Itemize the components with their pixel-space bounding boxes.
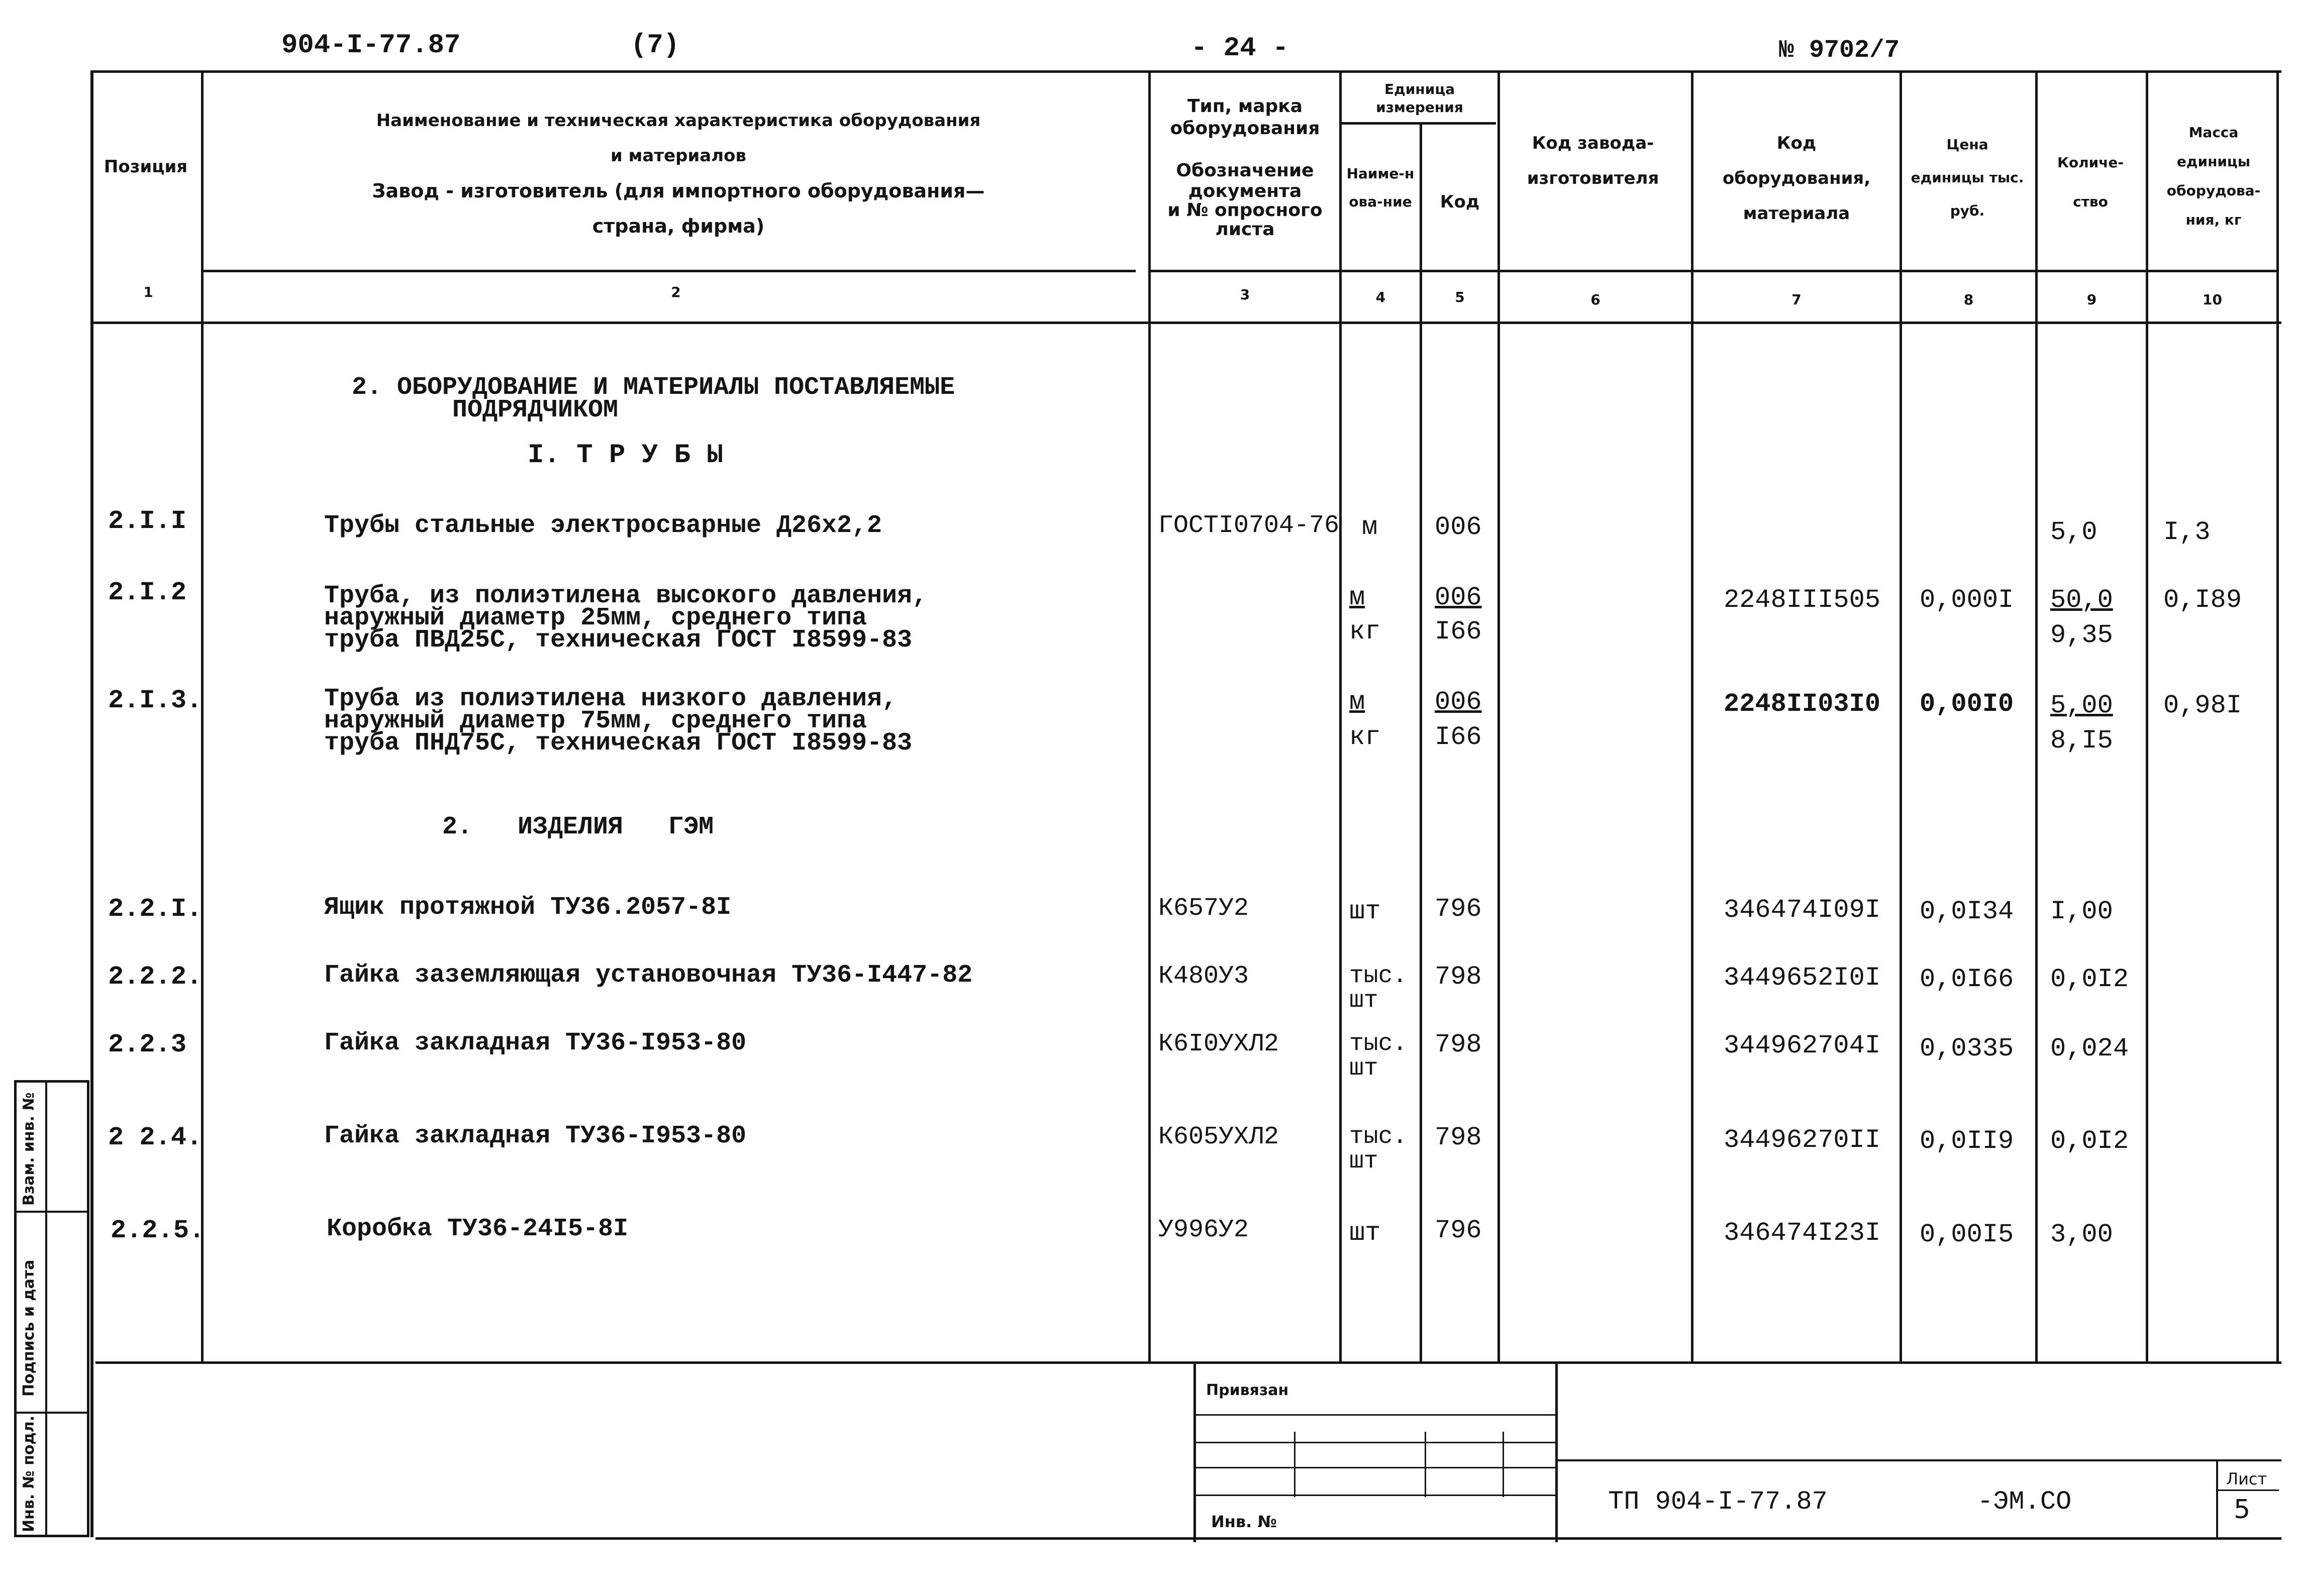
row-position: 2.I.2 — [108, 578, 187, 607]
section-title-line1: 2. ОБОРУДОВАНИЕ И МАТЕРИАЛЫ ПОСТАВЛЯЕМЫЕ — [352, 373, 955, 402]
header-type-line4: документа — [1188, 181, 1302, 201]
row-doc: К480У3 — [1158, 962, 1249, 991]
stamp-line-1 — [1193, 1414, 1555, 1416]
col-divider-2 — [1148, 70, 1151, 1361]
row-mass: 0,I89 — [2163, 585, 2242, 615]
section-title-line2: ПОДРЯДЧИКОМ — [452, 396, 619, 424]
row-unit-code: 006 — [1435, 512, 1482, 542]
row-doc: К657У2 — [1158, 894, 1249, 923]
row-name: Ящик протяжной ТУ36.2057-8I — [324, 893, 732, 922]
stamp-grid-v2 — [1425, 1432, 1426, 1497]
stamp-designation: ТП 904-I-77.87 — [1608, 1487, 1828, 1517]
col-divider-1 — [201, 70, 204, 1361]
col-num-3: 3 — [1240, 286, 1250, 303]
header-type-line6: листа — [1215, 219, 1275, 240]
col-num-2: 2 — [671, 284, 681, 300]
header-unit-line1: Единица — [1384, 81, 1455, 97]
header-name-line4: страна, фирма) — [592, 215, 765, 237]
row-mass: 0,98I — [2163, 691, 2242, 720]
row-quantity: 3,00 — [2050, 1220, 2113, 1249]
side-signature-label: Подпись и дата — [20, 1259, 38, 1397]
row-name: Труба из полиэтилена низкого давления, наружный диаметр 75мм, среднего типа труба ПНД75С, техническая ГОСТ I8599-83 — [324, 685, 913, 758]
stamp-line-4 — [1193, 1495, 1555, 1496]
page-number: - 24 - — [1191, 33, 1289, 64]
side-stamp-line-1 — [14, 1211, 89, 1213]
header-equipment-code: Код оборудования, материала — [1722, 133, 1871, 224]
row-quantity: I,00 — [2050, 897, 2113, 926]
row-unit-code: 006 — [1435, 583, 1482, 612]
row-unit: тыс. — [1349, 1123, 1408, 1150]
stamp-sheet-line — [2216, 1489, 2279, 1491]
row-unit-2: кг — [1349, 617, 1381, 647]
row-unit-code: 796 — [1435, 894, 1482, 924]
row-position: 2.I.3. — [108, 686, 203, 715]
row-position: 2.2.I. — [108, 894, 203, 924]
row-unit: шт — [1349, 1218, 1381, 1248]
row-price: 0,0I34 — [1920, 897, 2014, 926]
header-unit-name: Наиме-нова-ние — [1346, 165, 1415, 210]
col-num-10: 10 — [2203, 291, 2222, 308]
row-equipment-code: 346474I09I — [1724, 895, 1881, 925]
stamp-grid-v3 — [1503, 1432, 1504, 1497]
row-name: Гайка закладная ТУ36-I953-80 — [324, 1029, 747, 1057]
row-position: 2.2.3 — [108, 1030, 187, 1059]
part-number: (7) — [631, 30, 680, 61]
row-quantity: 0,0I2 — [2050, 965, 2129, 994]
stamp-divider-right — [1555, 1361, 1558, 1542]
row-position: 2.2.2. — [108, 962, 203, 992]
row-quantity: 0,024 — [2050, 1034, 2129, 1063]
row-name: Гайка заземляющая установочная ТУ36-I447-82 — [324, 961, 973, 990]
row-unit: м — [1362, 512, 1378, 542]
stamp-inv-label: Инв. № — [1211, 1512, 1277, 1531]
number-row-border — [90, 322, 2281, 324]
row-quantity: 50,0 — [2050, 585, 2113, 615]
side-replacement-label: Взам. инв. № — [20, 1092, 38, 1206]
header-name-line2: и материалов — [610, 146, 747, 166]
row-price: 0,0II9 — [1920, 1126, 2014, 1156]
header-type-line2: оборудования — [1170, 118, 1320, 139]
header-type-line3: Обозначение — [1176, 160, 1314, 181]
stamp-divider-left — [1193, 1361, 1196, 1542]
row-price: 0,00I0 — [1920, 689, 2014, 719]
header-divider — [201, 270, 1136, 272]
row-unit: тыс. — [1349, 1030, 1408, 1057]
row-position: 2 2.4. — [108, 1123, 203, 1152]
table-bottom-border — [95, 1361, 2281, 1364]
row-price: 0,0I66 — [1920, 965, 2014, 994]
row-doc: ГОСТI0704-76 — [1158, 511, 1340, 540]
side-original-label: Инв. № подл. — [20, 1415, 38, 1532]
row-unit-code: 796 — [1435, 1216, 1482, 1245]
row-unit-2: шт — [1349, 987, 1378, 1014]
row-unit-code: 798 — [1435, 1123, 1482, 1152]
row-unit-code: 006 — [1435, 687, 1482, 717]
row-unit-code: 798 — [1435, 962, 1482, 992]
header-unit-code: Код — [1440, 192, 1480, 212]
row-equipment-code: 3449652I0I — [1724, 963, 1881, 993]
header-price: Цена единицы тыс. руб. — [1911, 136, 2024, 219]
row-unit: м — [1349, 583, 1365, 612]
row-quantity: 5,0 — [2050, 517, 2098, 547]
row-price: 0,00I5 — [1920, 1220, 2014, 1249]
row-quantity-2: 9,35 — [2050, 620, 2113, 650]
row-equipment-code: 344962704I — [1724, 1031, 1881, 1060]
row-equipment-code: 346474I23I — [1724, 1218, 1881, 1248]
stamp-suffix: -ЭМ.СО — [1977, 1487, 2072, 1517]
col-divider-8 — [2035, 70, 2038, 1361]
col-divider-6 — [1691, 70, 1693, 1361]
row-unit-2: кг — [1349, 722, 1381, 752]
document-code: 904-I-77.87 — [281, 30, 461, 61]
col-num-8: 8 — [1963, 291, 1974, 308]
row-position: 2.2.5. — [111, 1216, 205, 1245]
row-quantity: 0,0I2 — [2050, 1126, 2129, 1156]
row-unit-2: шт — [1349, 1055, 1378, 1082]
row-equipment-code: 2248III505 — [1724, 585, 1881, 615]
col-num-1: 1 — [143, 284, 153, 300]
left-border — [90, 70, 93, 1537]
header-mass: Масса единицы оборудова-ния, кг — [2166, 124, 2261, 228]
right-border — [2276, 70, 2279, 1361]
header-unit — [1342, 80, 1497, 117]
stamp-sheet-divider — [2216, 1459, 2218, 1537]
side-stamp-divider — [45, 1080, 47, 1537]
row-name: Труба, из полиэтилена высокого давления, наружный диаметр 25мм, среднего типа труба ПВД25С, техническая ГОСТ I8599-83 — [324, 582, 928, 655]
album-number: № 9702/7 — [1779, 36, 1900, 65]
header-maker-code: Код завода-изготовителя — [1527, 133, 1659, 188]
stamp-sheet-number: 5 — [2234, 1495, 2251, 1525]
row-name: Гайка закладная ТУ36-I953-80 — [324, 1122, 747, 1150]
stamp-grid-v1 — [1294, 1432, 1295, 1497]
stamp-sheet-label: Лист — [2226, 1469, 2267, 1488]
col-num-5: 5 — [1455, 289, 1465, 305]
row-unit-2: шт — [1349, 1148, 1378, 1175]
header-name — [211, 103, 1146, 244]
subsection-products: 2. ИЗДЕЛИЯ ГЭМ — [442, 813, 714, 841]
col-divider-4 — [1420, 122, 1422, 1361]
table-top-border — [90, 70, 2281, 73]
header-name-line1: Наименование и техническая характеристика оборудования — [376, 111, 981, 131]
col-num-7: 7 — [1791, 291, 1802, 308]
header-quantity: Количе-ство — [2057, 154, 2124, 210]
row-name: Трубы стальные электросварные Д26х2,2 — [324, 511, 882, 540]
row-equipment-code: 34496270II — [1724, 1125, 1881, 1155]
row-unit: тыс. — [1349, 963, 1408, 990]
header-unit-line2: измерения — [1376, 99, 1463, 116]
unit-header-divider — [1339, 122, 1496, 125]
subsection-pipes: I. Т Р У Б Ы — [528, 440, 723, 471]
row-doc: К6I0УХЛ2 — [1158, 1030, 1279, 1058]
row-unit-code: 798 — [1435, 1030, 1482, 1059]
stamp-bottom-border — [95, 1537, 2281, 1540]
row-unit-code-2: I66 — [1435, 617, 1482, 647]
row-price: 0,000I — [1920, 585, 2014, 615]
col-divider-7 — [1900, 70, 1902, 1361]
row-unit-code-2: I66 — [1435, 722, 1482, 752]
header-type-spacer — [1151, 140, 1339, 160]
header-type-line1: Тип, марка — [1187, 96, 1303, 117]
stamp-bound-label: Привязан — [1206, 1381, 1289, 1399]
row-quantity-2: 8,I5 — [2050, 726, 2113, 756]
stamp-line-2 — [1193, 1442, 1555, 1443]
row-price: 0,0335 — [1920, 1034, 2014, 1063]
row-unit: шт — [1349, 897, 1381, 926]
side-stamp-line-2 — [14, 1412, 89, 1414]
header-divider-right — [1151, 270, 2276, 272]
row-name: Коробка ТУ36-24I5-8I — [327, 1215, 629, 1243]
row-unit: м — [1349, 687, 1365, 717]
header-type-line5: и № опросного — [1167, 200, 1323, 221]
row-doc: У996У2 — [1158, 1216, 1249, 1244]
row-equipment-code: 2248II03I0 — [1724, 689, 1881, 719]
col-divider-5 — [1497, 70, 1500, 1361]
header-name-line3: Завод - изготовитель (для импортного оборудования— — [372, 180, 985, 202]
row-position: 2.I.I — [108, 506, 187, 536]
row-mass: I,3 — [2163, 517, 2211, 547]
row-doc: К605УХЛ2 — [1158, 1123, 1279, 1151]
col-divider-3 — [1339, 70, 1342, 1361]
stamp-top-border — [1555, 1459, 2281, 1461]
col-num-4: 4 — [1375, 289, 1386, 305]
header-position: Позиция — [104, 157, 188, 177]
col-num-9: 9 — [2086, 291, 2097, 308]
col-divider-9 — [2146, 70, 2148, 1361]
row-quantity: 5,00 — [2050, 691, 2113, 720]
header-type — [1151, 95, 1339, 239]
col-num-6: 6 — [1590, 291, 1601, 308]
stamp-line-3 — [1193, 1467, 1555, 1468]
